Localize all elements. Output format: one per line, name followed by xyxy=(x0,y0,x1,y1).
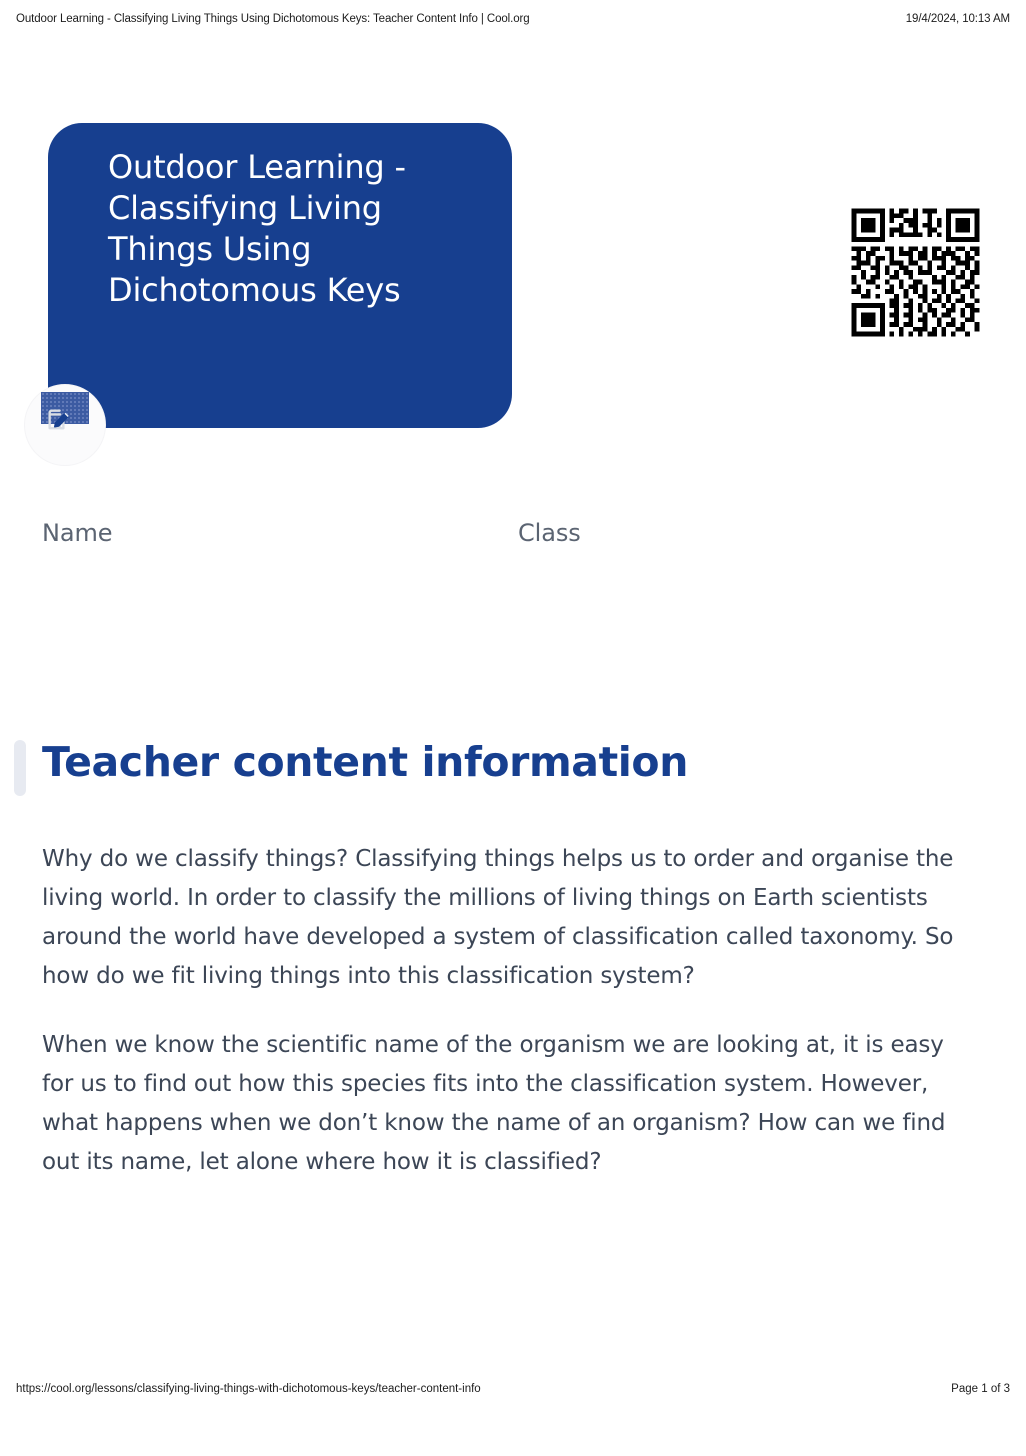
print-header-title: Outdoor Learning - Classifying Living Things Using Dichotomous Keys: Teacher Content Info | Cool.org xyxy=(16,13,530,25)
print-header-timestamp: 19/4/2024, 10:13 AM xyxy=(905,13,1010,25)
qr-code[interactable] xyxy=(847,204,984,341)
name-field-label: Name xyxy=(42,519,113,547)
class-field-label: Class xyxy=(518,519,581,547)
paragraph: When we know the scientific name of the organism we are looking at, it is easy for us to find out how this species fits into the classification system. However, what happens when we don’t know the name of an organism? How can we find out its name, let alone where how it is classified? xyxy=(42,1032,946,1175)
edit-pencil-icon[interactable] xyxy=(44,405,74,435)
lesson-title-card xyxy=(48,123,512,428)
teacher-content-body xyxy=(42,840,982,1182)
print-footer-page-indicator: Page 1 of 3 xyxy=(951,1383,1010,1395)
print-header xyxy=(0,10,1026,28)
lesson-title: Outdoor Learning - Classifying Living Things Using Dichotomous Keys xyxy=(108,148,406,309)
section-accent-bar xyxy=(14,740,26,796)
print-footer-url: https://cool.org/lessons/classifying-living-things-with-dichotomous-keys/teacher-content-info xyxy=(16,1383,481,1395)
print-footer xyxy=(0,1380,1026,1398)
paragraph: Why do we classify things? Classifying things helps us to order and organise the living world. In order to classify the millions of living things on Earth scientists around the world have developed a system of classification called taxonomy. So how do we fit living things into this classification system? xyxy=(42,846,954,989)
page-title: Teacher content information xyxy=(42,738,688,786)
